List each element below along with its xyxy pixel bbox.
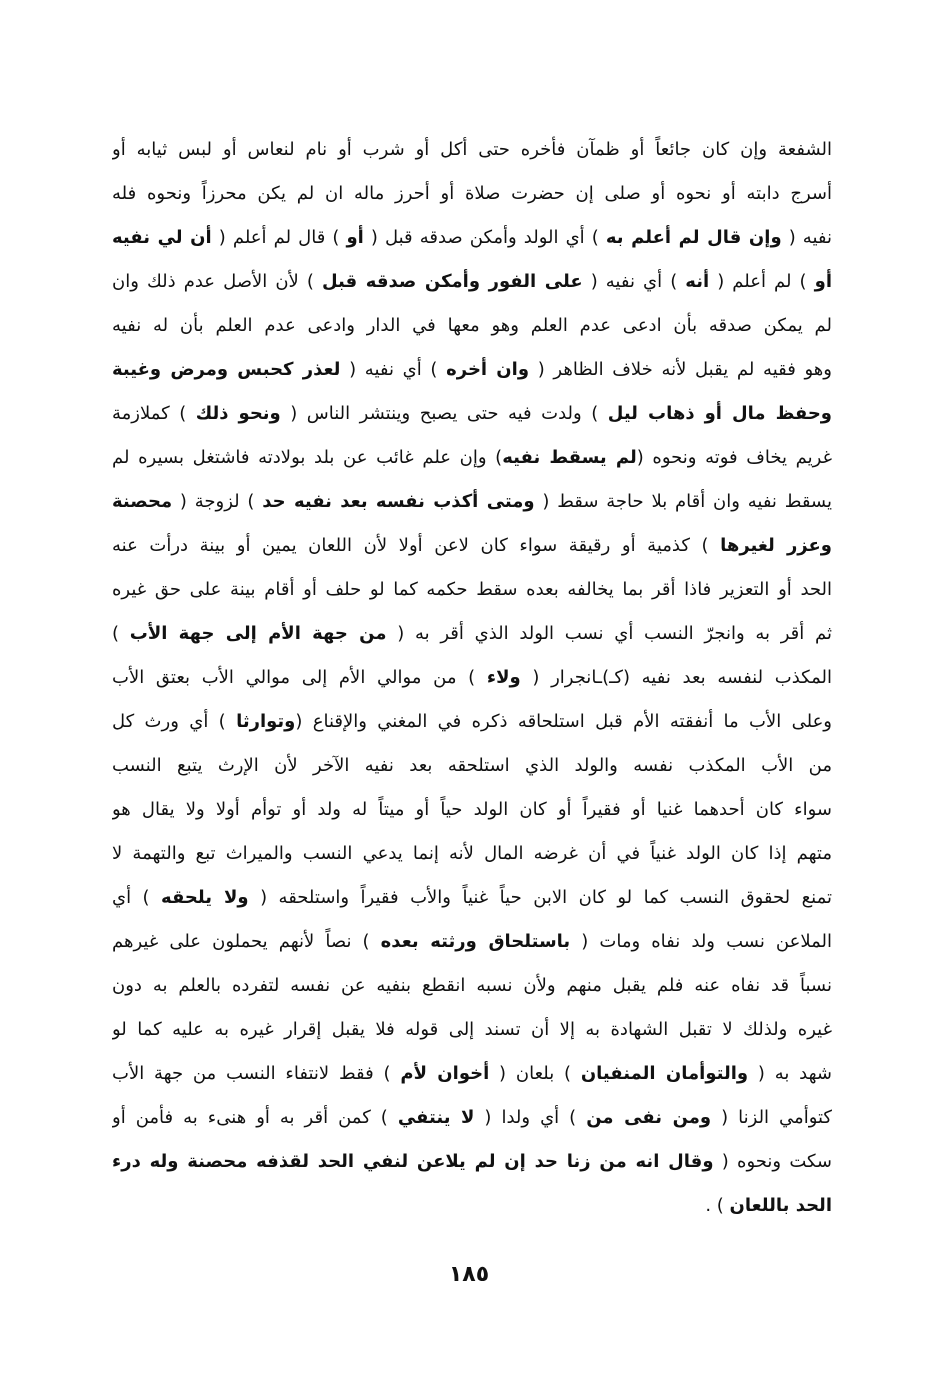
text-line xyxy=(112,260,832,304)
commentary-text: نسباً قد نفاه عنه فلم يقبل منهم ولأن نسبه انقطع بنفيه عن نفسه لتفرده بالعلم به دون xyxy=(112,975,832,996)
commentary-text: الشفعة وإن كان جائعاً أو ظمآن فأخره حتى أكل أو شرب أو نام لنعاس أو لبس ثيابه أو xyxy=(112,139,832,160)
commentary-text: ) وإن علم غائب عن بلد بولادته فاشتغل بسيره لم xyxy=(112,447,503,468)
commentary-text: نفيه ( xyxy=(781,227,832,248)
bold-matn-text: ومتى أكذب نفسه بعد نفيه حد xyxy=(262,491,535,512)
page-number: ١٨٥ xyxy=(448,1262,490,1287)
commentary-text: الحد أو التعزير فاذا أقر بما يخالفه بعده سقط حكمه كما لو حلف أو أقام بينة على حق غيره xyxy=(112,579,832,600)
commentary-text: من الأب المكذب نفسه والولد الذي استلحقه بعد نفيه الآخر لأن الإرث يتبع النسب xyxy=(112,755,832,776)
text-line xyxy=(112,1008,832,1052)
bold-matn-text: وإن قال لم أعلم به xyxy=(605,227,782,248)
text-line xyxy=(112,172,832,216)
text-line xyxy=(112,128,832,172)
commentary-text: كتوأمي الزنا ( xyxy=(711,1107,832,1128)
commentary-text: وهو فقيه لم يقبل لأنه خلاف الظاهر ( xyxy=(529,359,832,380)
commentary-text: ) ولدت فيه حتى يصبح وينتشر الناس ( xyxy=(280,403,608,424)
bold-matn-text: ومن نفى من xyxy=(586,1107,712,1128)
bold-matn-text: وان أخره xyxy=(446,359,530,380)
commentary-text: غيره ولذلك لا تقبل الشهادة به إلا أن تسند إلى قوله فلا يقبل إقرار غيره به عليه كما لو xyxy=(112,1019,832,1040)
commentary-text: يسقط نفيه وان أقام بلا حاجة سقط ( xyxy=(534,491,832,512)
commentary-text: متهم إذا كان الولد غنياً في أن غرضه المال لأنه إنما يدعي النسب والميراث تبع والتهمة لا xyxy=(112,843,832,864)
bold-matn-text: الحد باللعان xyxy=(729,1195,832,1216)
commentary-text: ) أي نفيه ( xyxy=(582,271,686,292)
bold-matn-text: وقال انه من زنا حد إن لم يلاعن لنفي الحد لقذفه محصنة وله درء xyxy=(112,1151,714,1172)
commentary-text: ) لزوجة ( xyxy=(172,491,263,512)
commentary-text: ) xyxy=(112,623,130,644)
text-line xyxy=(112,832,832,876)
text-line xyxy=(112,700,832,744)
bold-matn-text: على الفور وأمكن صدقه قبل xyxy=(321,271,583,292)
bold-matn-text: والتوأمان المنفيان xyxy=(580,1063,749,1084)
commentary-text: لم يمكن صدقه بأن ادعى عدم العلم وهو معها في الدار وادعى عدم العلم بأن له نفيه xyxy=(112,315,832,336)
bold-matn-text: أو xyxy=(346,227,364,248)
bold-matn-text: من جهة الأم إلى جهة الأب xyxy=(129,623,387,644)
commentary-text: ) لأن الأصل عدم ذلك وان xyxy=(112,271,322,292)
commentary-text: تمنع لحقوق النسب كما لو كان الابن حياً غنياً والأب فقيراً واستلحقه ( xyxy=(248,887,832,908)
bold-matn-text: وحفظ مال أو ذهاب ليل xyxy=(607,403,832,424)
commentary-text: ) كملازمة xyxy=(112,403,196,424)
text-line xyxy=(112,744,832,788)
commentary-text: ) فقط لانتفاء النسب من جهة الأب xyxy=(112,1063,401,1084)
commentary-text: ) أي نفيه ( xyxy=(340,359,447,380)
commentary-text: ) . xyxy=(705,1195,730,1216)
bold-matn-text: أنه xyxy=(685,271,710,292)
text-line xyxy=(112,480,832,524)
text-line xyxy=(112,1052,832,1096)
text-line xyxy=(112,348,832,392)
text-line xyxy=(112,392,832,436)
text-line xyxy=(112,876,832,920)
text-line xyxy=(112,524,832,568)
commentary-text: ) من موالي الأم إلى موالي الأب بعتق الأب xyxy=(112,667,487,688)
commentary-text: ) كمن أقر به أو هنىء به فأمن أو xyxy=(112,1107,398,1128)
commentary-text: ) أي الولد وأمكن صدقه قبل ( xyxy=(363,227,606,248)
commentary-text: المكذب لنفسه بعد نفيه (كـ)ـانجرار ( xyxy=(520,667,832,688)
bold-matn-text: ولاء xyxy=(486,667,521,688)
commentary-text: الملاعن نسب ولد نفاه ومات ( xyxy=(570,931,832,952)
bold-matn-text: أن لي نفيه xyxy=(112,227,212,248)
text-line xyxy=(112,568,832,612)
bold-matn-text: أو xyxy=(814,271,832,292)
commentary-text: ) لم أعلم ( xyxy=(709,271,815,292)
bold-matn-text: ولا يلحقه xyxy=(161,887,249,908)
commentary-text: سواء كان أحدهما غنيا أو فقيراً أو كان الولد حياً أو ميتاً له ولد أو توأم أولا ولا يقال هو xyxy=(112,799,832,820)
text-line xyxy=(112,1096,832,1140)
text-line xyxy=(112,788,832,832)
commentary-text: ) بلعان ( xyxy=(489,1063,581,1084)
bold-matn-text: لم يسقط نفيه xyxy=(502,447,637,468)
text-line xyxy=(112,612,832,656)
commentary-text: ) أي xyxy=(112,887,162,908)
commentary-text: سكت ونحوه ( xyxy=(713,1151,832,1172)
commentary-text: ) أي ورث كل xyxy=(112,711,237,732)
text-line xyxy=(112,436,832,480)
page-body-text xyxy=(112,128,832,1228)
bold-matn-text: وعزر لغيرها xyxy=(720,535,832,556)
commentary-text: ) أي ولدا ( xyxy=(474,1107,587,1128)
commentary-text: غريم يخاف فوته ونحوه ( xyxy=(636,447,832,468)
bold-matn-text: وتوارثا xyxy=(236,711,296,732)
commentary-text: ) كذمية أو رقيقة سواء كان لاعن أولا لأن اللعان يمين أو بينة درأت عنه xyxy=(112,535,721,556)
commentary-text: أسرج دابته أو نحوه أو صلى إن حضرت صلاة أو أحرز ماله ان لم يكن محرزاً ونحوه فله xyxy=(112,183,832,204)
text-line xyxy=(112,964,832,1008)
bold-matn-text: باستلحاق ورثته بعده xyxy=(380,931,571,952)
commentary-text: ثم أقر به وانجرّ النسب أي نسب الولد الذي أقر به ( xyxy=(386,623,832,644)
text-line xyxy=(112,216,832,260)
bold-matn-text: محصنة xyxy=(112,491,173,512)
commentary-text: ) نصاً لأنهم يحملون على غيرهم xyxy=(112,931,381,952)
commentary-text: ) قال لم أعلم ( xyxy=(211,227,347,248)
text-line xyxy=(112,920,832,964)
text-line xyxy=(112,656,832,700)
bold-matn-text: أخوان لأم xyxy=(400,1063,490,1084)
text-line xyxy=(112,1140,832,1184)
text-line xyxy=(112,1184,832,1228)
bold-matn-text: ونحو ذلك xyxy=(195,403,281,424)
bold-matn-text: لا ينتفي xyxy=(397,1107,475,1128)
bold-matn-text: لعذر كحبس ومرض وغيبة xyxy=(112,359,341,380)
commentary-text: وعلى الأب ما أنفقته الأم قبل استلحاقه ذكره في المغني والإقناع ( xyxy=(295,711,832,732)
text-line xyxy=(112,304,832,348)
commentary-text: شهد به ( xyxy=(748,1063,832,1084)
